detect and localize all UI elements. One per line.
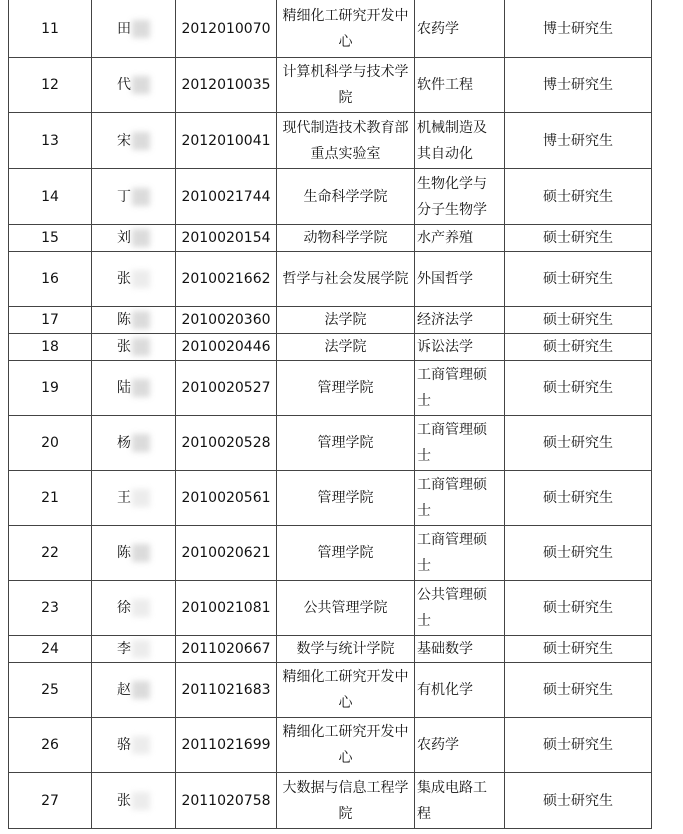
student-id-cell: 2010021662 xyxy=(176,252,277,307)
college-cell-text: 生命科学学院 xyxy=(303,188,388,205)
major-cell-text: 水产养殖 xyxy=(417,230,473,246)
college-cell xyxy=(277,169,415,225)
table-row xyxy=(9,252,652,307)
college-cell-text: 数学与统计学院 xyxy=(296,641,395,657)
table-row xyxy=(9,0,652,58)
college-cell xyxy=(277,0,415,58)
roster-body xyxy=(9,0,652,829)
row-number-cell: 22 xyxy=(9,526,92,581)
row-number-cell: 11 xyxy=(9,0,92,58)
college-cell xyxy=(277,636,415,663)
college-cell-text: 哲学与社会发展学院 xyxy=(282,271,409,287)
college-cell-text: 精细化工研究开发中心 xyxy=(282,669,409,711)
student-name-text: 徐 xyxy=(117,600,131,616)
college-cell xyxy=(277,113,415,169)
student-id-cell: 2010020446 xyxy=(176,334,277,361)
major-cell-text: 工商管理硕士 xyxy=(417,532,487,574)
college-cell-text: 法学院 xyxy=(324,312,367,328)
redaction-mask xyxy=(132,599,150,617)
major-cell-text: 机械制造及其自动化 xyxy=(417,119,487,162)
degree-level-cell: 硕士研究生 xyxy=(505,225,652,252)
college-cell-text: 现代制造技术教育部重点实验室 xyxy=(282,119,409,162)
college-cell xyxy=(277,663,415,718)
student-name-text: 宋 xyxy=(117,132,131,149)
row-number-cell: 15 xyxy=(9,225,92,252)
table-row xyxy=(9,416,652,471)
major-cell-text: 公共管理硕士 xyxy=(417,587,487,629)
row-number-cell: 16 xyxy=(9,252,92,307)
table-row xyxy=(9,471,652,526)
major-cell-text: 基础数学 xyxy=(417,641,473,657)
degree-level-cell: 硕士研究生 xyxy=(505,169,652,225)
major-cell xyxy=(415,636,505,663)
redaction-mask xyxy=(132,736,150,754)
student-name-text: 田 xyxy=(117,20,131,37)
major-cell-text: 外国哲学 xyxy=(417,271,473,287)
college-cell-text: 管理学院 xyxy=(317,545,374,561)
student-name-text: 李 xyxy=(117,641,131,657)
student-name-cell xyxy=(92,773,176,829)
student-name-cell xyxy=(92,334,176,361)
degree-level-cell: 博士研究生 xyxy=(505,58,652,113)
redaction-mask xyxy=(132,544,150,562)
student-name-cell xyxy=(92,307,176,334)
student-name-cell xyxy=(92,663,176,718)
redaction-mask xyxy=(132,434,150,452)
college-cell xyxy=(277,581,415,636)
major-cell-text: 工商管理硕士 xyxy=(417,477,487,519)
student-id-cell: 2011020667 xyxy=(176,636,277,663)
major-cell xyxy=(415,471,505,526)
row-number-cell: 17 xyxy=(9,307,92,334)
major-cell xyxy=(415,361,505,416)
table-row xyxy=(9,636,652,663)
college-cell xyxy=(277,361,415,416)
student-name-text: 代 xyxy=(117,77,131,93)
college-cell xyxy=(277,58,415,113)
degree-level-cell: 硕士研究生 xyxy=(505,663,652,718)
major-cell xyxy=(415,416,505,471)
college-cell-text: 管理学院 xyxy=(317,380,374,396)
row-number-cell: 13 xyxy=(9,113,92,169)
degree-level-cell: 硕士研究生 xyxy=(505,334,652,361)
college-cell xyxy=(277,471,415,526)
major-cell xyxy=(415,307,505,334)
row-number-cell: 12 xyxy=(9,58,92,113)
college-cell-text: 管理学院 xyxy=(317,435,374,451)
college-cell-text: 计算机科学与技术学院 xyxy=(282,64,409,106)
degree-level-cell: 博士研究生 xyxy=(505,113,652,169)
table-row xyxy=(9,307,652,334)
redaction-mask xyxy=(132,792,150,810)
redaction-mask xyxy=(132,20,150,38)
student-name-text: 张 xyxy=(117,792,131,809)
student-name-cell xyxy=(92,361,176,416)
student-id-cell: 2010020527 xyxy=(176,361,277,416)
student-name-cell xyxy=(92,581,176,636)
student-id-cell: 2010020360 xyxy=(176,307,277,334)
major-cell-text: 生物化学与分子生物学 xyxy=(417,175,487,218)
student-name-text: 骆 xyxy=(117,737,131,753)
redaction-mask xyxy=(132,229,150,247)
college-cell-text: 管理学院 xyxy=(317,490,374,506)
major-cell-text: 农药学 xyxy=(417,737,459,753)
degree-level-cell: 硕士研究生 xyxy=(505,581,652,636)
table-row xyxy=(9,663,652,718)
student-id-cell: 2011020758 xyxy=(176,773,277,829)
student-name-text: 陈 xyxy=(117,312,131,328)
student-name-cell xyxy=(92,471,176,526)
degree-level-cell: 硕士研究生 xyxy=(505,471,652,526)
student-name-text: 王 xyxy=(117,490,131,506)
student-id-cell: 2010020154 xyxy=(176,225,277,252)
college-cell-text: 法学院 xyxy=(324,339,367,355)
row-number-cell: 20 xyxy=(9,416,92,471)
student-id-cell: 2010020528 xyxy=(176,416,277,471)
student-name-cell xyxy=(92,0,176,58)
redaction-mask xyxy=(132,338,150,356)
table-row xyxy=(9,225,652,252)
redaction-mask xyxy=(132,132,150,150)
student-roster-table xyxy=(8,0,652,829)
major-cell-text: 农药学 xyxy=(417,20,459,37)
major-cell xyxy=(415,169,505,225)
major-cell xyxy=(415,252,505,307)
student-name-text: 陈 xyxy=(117,545,131,561)
redaction-mask xyxy=(132,270,150,288)
student-name-text: 刘 xyxy=(117,230,131,246)
redaction-mask xyxy=(132,681,150,699)
table-row xyxy=(9,58,652,113)
redaction-mask xyxy=(132,188,150,206)
student-name-text: 赵 xyxy=(117,682,131,698)
row-number-cell: 23 xyxy=(9,581,92,636)
table-row xyxy=(9,773,652,829)
student-id-cell: 2011021699 xyxy=(176,718,277,773)
row-number-cell: 27 xyxy=(9,773,92,829)
major-cell xyxy=(415,334,505,361)
table-row xyxy=(9,334,652,361)
major-cell xyxy=(415,773,505,829)
degree-level-cell: 硕士研究生 xyxy=(505,252,652,307)
redaction-mask xyxy=(132,311,150,329)
redaction-mask xyxy=(132,640,150,658)
degree-level-cell: 硕士研究生 xyxy=(505,636,652,663)
row-number-cell: 21 xyxy=(9,471,92,526)
college-cell-text: 公共管理学院 xyxy=(303,600,388,616)
degree-level-cell: 硕士研究生 xyxy=(505,307,652,334)
student-name-cell xyxy=(92,58,176,113)
major-cell xyxy=(415,718,505,773)
table-row xyxy=(9,581,652,636)
table-row xyxy=(9,169,652,225)
major-cell xyxy=(415,581,505,636)
student-id-cell: 2012010035 xyxy=(176,58,277,113)
degree-level-cell: 硕士研究生 xyxy=(505,416,652,471)
major-cell xyxy=(415,663,505,718)
student-name-cell xyxy=(92,113,176,169)
major-cell-text: 有机化学 xyxy=(417,682,473,698)
degree-level-cell: 硕士研究生 xyxy=(505,718,652,773)
college-cell xyxy=(277,252,415,307)
student-name-cell xyxy=(92,718,176,773)
row-number-cell: 26 xyxy=(9,718,92,773)
student-name-cell xyxy=(92,225,176,252)
major-cell xyxy=(415,113,505,169)
student-name-text: 陆 xyxy=(117,380,131,396)
college-cell xyxy=(277,526,415,581)
major-cell-text: 集成电路工程 xyxy=(417,779,487,822)
student-id-cell: 2010021081 xyxy=(176,581,277,636)
degree-level-cell: 博士研究生 xyxy=(505,0,652,58)
row-number-cell: 14 xyxy=(9,169,92,225)
college-cell xyxy=(277,773,415,829)
table-row xyxy=(9,361,652,416)
college-cell-text: 动物科学学院 xyxy=(303,230,388,246)
redaction-mask xyxy=(132,379,150,397)
major-cell xyxy=(415,58,505,113)
student-id-cell: 2011021683 xyxy=(176,663,277,718)
student-name-text: 张 xyxy=(117,271,131,287)
degree-level-cell: 硕士研究生 xyxy=(505,773,652,829)
major-cell-text: 软件工程 xyxy=(417,77,473,93)
major-cell xyxy=(415,0,505,58)
student-id-cell: 2010021744 xyxy=(176,169,277,225)
student-name-text: 丁 xyxy=(117,188,131,205)
major-cell-text: 经济法学 xyxy=(417,312,473,328)
major-cell-text: 诉讼法学 xyxy=(417,339,473,355)
major-cell xyxy=(415,225,505,252)
student-name-cell xyxy=(92,526,176,581)
college-cell xyxy=(277,307,415,334)
row-number-cell: 25 xyxy=(9,663,92,718)
student-name-text: 杨 xyxy=(117,435,131,451)
degree-level-cell: 硕士研究生 xyxy=(505,526,652,581)
college-cell-text: 大数据与信息工程学院 xyxy=(282,779,409,822)
college-cell xyxy=(277,718,415,773)
redaction-mask xyxy=(132,76,150,94)
redaction-mask xyxy=(132,489,150,507)
student-id-cell: 2010020621 xyxy=(176,526,277,581)
row-number-cell: 19 xyxy=(9,361,92,416)
major-cell-text: 工商管理硕士 xyxy=(417,422,487,464)
student-id-cell: 2010020561 xyxy=(176,471,277,526)
row-number-cell: 18 xyxy=(9,334,92,361)
student-name-cell xyxy=(92,416,176,471)
student-name-text: 张 xyxy=(117,339,131,355)
student-name-cell xyxy=(92,252,176,307)
college-cell-text: 精细化工研究开发中心 xyxy=(282,7,409,50)
table-row xyxy=(9,526,652,581)
student-name-cell xyxy=(92,169,176,225)
student-id-cell: 2012010070 xyxy=(176,0,277,58)
table-row xyxy=(9,718,652,773)
row-number-cell: 24 xyxy=(9,636,92,663)
college-cell xyxy=(277,416,415,471)
table-row xyxy=(9,113,652,169)
college-cell xyxy=(277,334,415,361)
degree-level-cell: 硕士研究生 xyxy=(505,361,652,416)
student-name-cell xyxy=(92,636,176,663)
college-cell-text: 精细化工研究开发中心 xyxy=(282,724,409,766)
major-cell-text: 工商管理硕士 xyxy=(417,367,487,409)
college-cell xyxy=(277,225,415,252)
major-cell xyxy=(415,526,505,581)
student-id-cell: 2012010041 xyxy=(176,113,277,169)
